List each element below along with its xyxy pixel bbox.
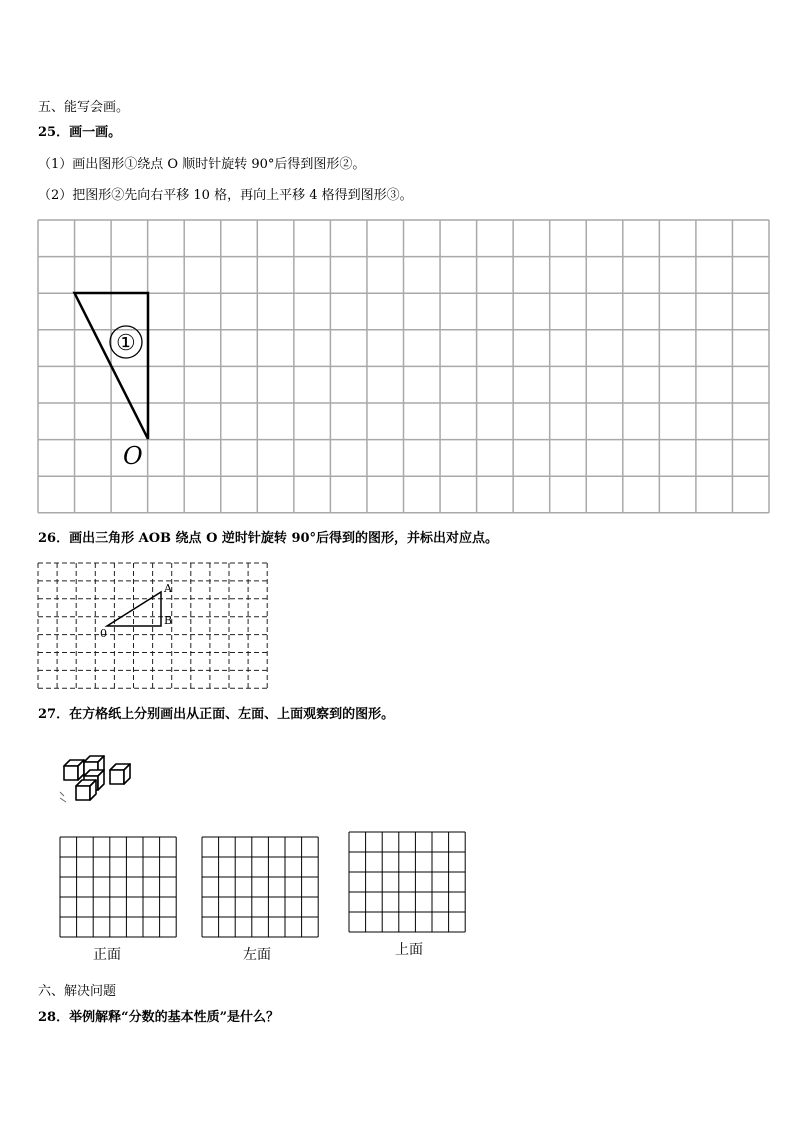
question-28-title: 28．举例解释“分数的基本性质”是什么？ xyxy=(38,1010,280,1025)
grid-left xyxy=(202,837,319,938)
cube-figure xyxy=(58,752,138,807)
label-left-view: 左面 xyxy=(243,947,271,963)
figure-1-label: ① xyxy=(116,331,136,356)
question-25-part-2: （2）把图形②先向右平移 10 格，再向上平移 4 格得到图形③。 xyxy=(38,188,413,203)
label-b: B xyxy=(164,614,173,627)
question-25-grid xyxy=(38,220,769,513)
section-heading-6: 六、解决问题 xyxy=(38,984,117,999)
point-o-label: O xyxy=(123,442,143,470)
label-a: A xyxy=(164,582,172,595)
section-heading-5: 五、能写会画。 xyxy=(38,100,130,115)
question-26-title: 26．画出三角形 AOB 绕点 O 逆时针旋转 90°后得到的图形，并标出对应点。 xyxy=(38,531,499,546)
question-25-part-1: （1）画出图形①绕点 O 顺时针旋转 90°后得到图形②。 xyxy=(38,157,366,172)
grid-front xyxy=(60,837,177,938)
question-25-title: 25．画一画。 xyxy=(38,125,122,140)
question-27-title: 27．在方格纸上分别画出从正面、左面、上面观察到的图形。 xyxy=(38,707,395,722)
label-front-view: 正面 xyxy=(93,947,121,963)
label-top-view: 上面 xyxy=(395,942,423,958)
grid-top xyxy=(349,832,466,933)
question-26-grid xyxy=(38,563,268,690)
label-o: 0 xyxy=(100,627,107,640)
